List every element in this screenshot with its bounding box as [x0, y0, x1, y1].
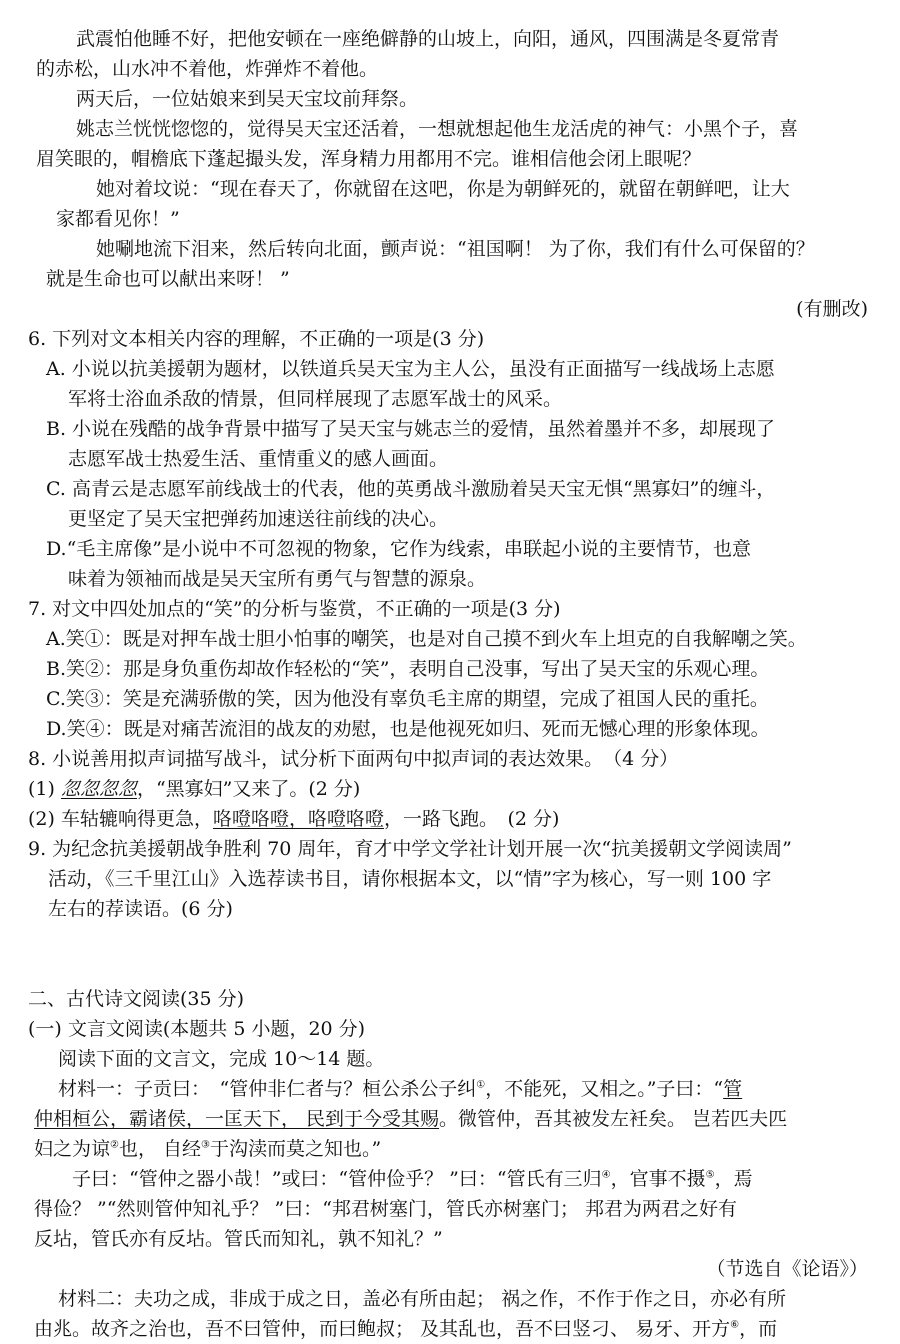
- option-a: A.笑①：既是对押车战士胆小怕事的嘲笑，也是对自己摸不到火车上坦克的自我解嘲之笑。: [46, 628, 807, 650]
- text: 。微管仲，吾其被发左衽矣。 岂若匹夫匹: [439, 1108, 788, 1130]
- paragraph: 她唰地流下泪来，然后转向北面，颤声说：“祖国啊！ 为了你，我们有什么可保留的？: [96, 238, 815, 260]
- material-line: 材料二：夫功之成，非成于成之日，盖必有所由起； 祸之作，不作于作之日，亦必有所: [58, 1288, 787, 1310]
- option-c: [28, 474, 872, 534]
- option-text-cont: 更坚定了吴天宝把弹药加速送往前线的决心。: [68, 508, 449, 530]
- option-text-cont: 味着为领袖而战是吴天宝所有勇气与智慧的源泉。: [68, 568, 487, 590]
- text: 子曰：“管仲之器小哉！”或曰：“管仲俭乎？ ”曰：“管氏有三归: [72, 1168, 602, 1190]
- material-1: [28, 1074, 872, 1284]
- paragraph-cont: 眉笑眼的，帽檐底下蓬起撮头发，浑身精力用都用不完。谁相信他会闭上眼呢？: [36, 148, 702, 170]
- text: ，焉: [714, 1168, 753, 1190]
- material-line: 得俭？ ”“然则管仲知礼乎？ ”曰：“邦君树塞门，管氏亦树塞门； 邦君为两君之好有: [34, 1198, 737, 1220]
- onomatopoeia: 咯噔咯噔，咯噔咯噔: [212, 808, 384, 830]
- paragraph: 两天后，一位姑娘来到吴天宝坟前拜祭。: [76, 88, 419, 110]
- text: ，不能死，又相之。”子曰：“: [485, 1078, 724, 1100]
- spacer: [28, 924, 872, 984]
- text: 也， 自经: [118, 1138, 202, 1160]
- subsection-title: (一) 文言文阅读(本题共 5 小题，20 分): [28, 1018, 366, 1040]
- footnote-marker: ⑤: [705, 1169, 715, 1181]
- footnote-marker: ①: [476, 1079, 486, 1091]
- question-9: [28, 834, 872, 924]
- sentence-2: [28, 804, 872, 834]
- question-7: [28, 594, 872, 744]
- text: 妇之为谅: [34, 1138, 111, 1160]
- footnote-marker: ②: [110, 1139, 119, 1151]
- option-b: [28, 414, 872, 474]
- sentence-text: (2) 车轱辘响得更急，: [28, 808, 213, 830]
- instruction: 阅读下面的文言文，完成 10～14 题。: [58, 1048, 385, 1070]
- option-text-cont: 军将士浴血杀敌的情景，但同样展现了志愿军战士的风采。: [68, 388, 563, 410]
- option-text: A. 小说以抗美援朝为题材，以铁道兵吴天宝为主人公，虽没有正面描写一线战场上志愿: [46, 358, 775, 380]
- footnote-marker: ④: [601, 1169, 611, 1181]
- question-stem-cont: 左右的荐读语。(6 分): [48, 898, 233, 920]
- onomatopoeia: 忽忽忽忽: [60, 778, 137, 800]
- text: 材料一：子贡曰： “管仲非仁者与？桓公杀公子纠: [58, 1078, 477, 1100]
- option-text: D.“毛主席像”是小说中不可忽视的物象，它作为线索，串联起小说的主要情节，也意: [46, 538, 752, 560]
- revision-note: (有删改): [796, 298, 868, 320]
- question-stem: 6. 下列对文本相关内容的理解，不正确的一项是(3 分): [28, 328, 485, 350]
- question-stem-cont: 活动，《三千里江山》入选荐读书目，请你根据本文，以“情”字为核心，写一则 100 字: [48, 868, 772, 890]
- question-stem: 7. 对文中四处加点的“笑”的分析与鉴赏，不正确的一项是(3 分): [28, 598, 561, 620]
- material-line: [28, 1104, 872, 1134]
- option-text-cont: 志愿军战士热爱生活、重情重义的感人画面。: [68, 448, 449, 470]
- paragraph: 姚志兰恍恍惚惚的，觉得吴天宝还活着，一想就想起他生龙活虎的神气：小黑个子，喜: [76, 118, 799, 140]
- text: 于沟渎而莫之知也。”: [210, 1138, 382, 1160]
- story-excerpt: [28, 24, 872, 324]
- option-text: B. 小说在残酷的战争背景中描写了吴天宝与姚志兰的爱情，虽然着墨并不多，却展现了: [46, 418, 776, 440]
- paragraph: 武震怕他睡不好，把他安顿在一座绝僻静的山坡上，向阳，通风，四围满是冬夏常青: [76, 28, 780, 50]
- sentence-1: [28, 774, 872, 804]
- footnote-marker: ③: [201, 1139, 210, 1151]
- section-2: [28, 984, 872, 1074]
- option-a: [28, 354, 872, 414]
- question-stem: 9. 为纪念抗美援朝战争胜利 70 周年，育才中学文学社计划开展一次“抗美援朝文学阅读周”: [28, 838, 792, 860]
- option-d: D.笑④：既是对痛苦流泪的战友的劝慰，也是他视死如归、死而无憾心理的形象体现。: [46, 718, 770, 740]
- paragraph-cont: 的赤松，山水冲不着他，炸弹炸不着他。: [36, 58, 379, 80]
- text: ，官事不摄: [610, 1168, 706, 1190]
- option-b: B.笑②：那是身负重伤却故作轻松的“笑”，表明自己没事，写出了吴天宝的乐观心理。: [46, 658, 770, 680]
- underlined-text: 管: [723, 1078, 743, 1100]
- footnote-marker: ⑥: [730, 1319, 740, 1331]
- source-note: （节选自《论语》）: [706, 1258, 868, 1280]
- sentence-number: (1): [28, 778, 61, 800]
- underlined-text: 仲相桓公，霸诸侯，一匡天下， 民到于今受其赐: [34, 1108, 440, 1130]
- paragraph-cont: 家都看见你！”: [56, 208, 180, 230]
- question-8: [28, 744, 872, 834]
- material-line: [28, 1074, 872, 1104]
- material-2: [28, 1284, 872, 1344]
- material-line: [28, 1164, 872, 1194]
- option-d: [28, 534, 872, 594]
- option-c: C.笑③：笑是充满骄傲的笑，因为他没有辜负毛主席的期望，完成了祖国人民的重托。: [46, 688, 769, 710]
- paragraph-cont: 就是生命也可以献出来呀！ ”: [46, 268, 290, 290]
- option-text: C. 高青云是志愿军前线战士的代表，他的英勇战斗激励着吴天宝无惧“黑寡妇”的缠斗，: [46, 478, 776, 500]
- paragraph: 她对着坟说：“现在春天了，你就留在这吧，你是为朝鲜死的，就留在朝鲜吧，让大: [96, 178, 790, 200]
- material-line: 反坫，管氏亦有反坫。管氏而知礼，孰不知礼？”: [34, 1228, 443, 1250]
- material-line: [28, 1134, 872, 1164]
- material-line: [28, 1314, 872, 1344]
- question-stem: 8. 小说善用拟声词描写战斗，试分析下面两句中拟声词的表达效果。 （4 分）: [28, 748, 679, 770]
- text: ，而: [739, 1318, 778, 1340]
- sentence-text: ，“黑寡妇”又来了。(2 分): [136, 778, 361, 800]
- text: 由兆。故齐之治也，吾不曰管仲，而曰鲍叔； 及其乱也，吾不曰竖刁、 易牙、开方: [34, 1318, 731, 1340]
- section-title: 二、古代诗文阅读(35 分): [28, 988, 245, 1010]
- sentence-text: ，一路飞跑。 (2 分): [383, 808, 560, 830]
- question-6: [28, 324, 872, 594]
